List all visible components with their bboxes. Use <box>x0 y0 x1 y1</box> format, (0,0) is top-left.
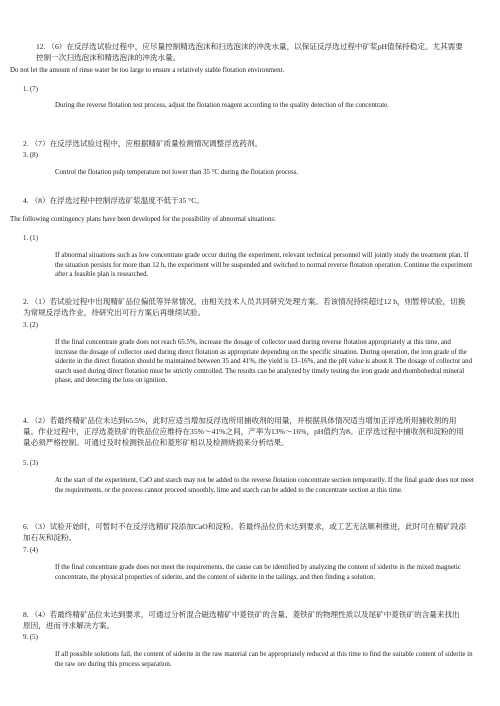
paragraph-reduce-siderite: If all possible solutions fail, the content of siderite in the raw material can be appropriately reduced at this time to find the suitable content of siderite in the raw ore during this process separation. <box>55 651 473 668</box>
contingency-intro: The following contingency plans have been developed for the possibility of abnormal situations: <box>10 216 276 223</box>
list-marker-3-2: 3. (2) <box>23 322 38 329</box>
item-4-8-chinese: 4. （8）在浮选过程中控制浮选矿浆温度不低于35 °C。 <box>23 196 204 205</box>
list-marker-9-5: 9. (5) <box>23 634 38 641</box>
rinse-water-note: Do not let the amount of rinse water be too large to ensure a relatively stable flotation environment. <box>10 67 285 74</box>
paragraph-collector-dosage: If the final concentrate grade does not reach 65.5%, increase the dosage of collector used during reverse flotation appropriately at this time, and increase the dosage of collector used during direct flotation as appropriate depending on the specific situation. During operation, the iron grade of the siderite in the direct flotation should be maintained between 35 and 41%, the yield is 13–16%, and the pH value is about 8. The dosage of collector and starch used during direct flotation must be strictly controlled. The results can be analyzed by timely testing the iron grade and rhombohedral mineral phase, and detecting the loss on ignition. <box>55 339 473 385</box>
paragraph-low-grade-plan: If abnormal situations such as low concentrate grade occur during the experiment, relevant technical personnel will jointly study the treatment plan. If the situation persists for more than 12 h, the experiment will be suspended and switched to normal reverse flotation operation. Continue the experiment after a feasible plan is researched. <box>55 252 473 279</box>
list-marker-1-1: 1. (1) <box>23 235 38 242</box>
paragraph-siderite-analysis: If the final concentrate grade does not meet the requirements, the cause can be identified by analyzing the content of siderite in the mixed magnetic concentrate, the physical properties of siderite, and the content of siderite in the tailings, and then finding a solution. <box>55 564 461 581</box>
list-marker-3-8: 3. (8) <box>23 152 38 159</box>
item-2-1-chinese: 2. （1）若试验过程中出现精矿品位偏低等异常情况，由相关技术人员共同研究处理方案。若该情况持续超过12 h，则暂停试验，切换为常规反浮选作业，待研究出可行方案后再继续试验。 <box>23 297 466 317</box>
list-marker-1-7: 1. (7) <box>23 86 38 93</box>
item-8-4-chinese: 8. （4）若最终精矿品位未达到要求，可通过分析混合磁选精矿中菱铁矿的含量、菱铁矿的物理性质以及尾矿中菱铁矿的含量来找出原因，进而寻求解决方案。 <box>23 610 460 630</box>
list-marker-7-4: 7. (4) <box>23 547 38 554</box>
item-6-3-chinese: 6. （3）试验开始时，可暂时不在反浮选精矿段添加CaO和淀粉。若最终品位仍未达到要求，或工艺无法顺利推进，此时可在精矿段添加石灰和淀粉。 <box>23 522 466 542</box>
item-2-7-chinese: 2. （7）在反浮选试验过程中，应根据精矿质量检测情况调整浮选药剂。 <box>23 139 263 148</box>
paragraph-pulp-temperature: Control the flotation pulp temperature not lower than 35 °C during the flotation process. <box>55 169 299 176</box>
item-12-chinese: 12. （6）在反浮选试验过程中，应尽量控制精选泡沫和扫选泡沫的冲洗水量，以保证反浮选过程中矿浆pH值保持稳定。尤其需要控制一次扫选泡沫和精选泡沫的冲洗水量。 <box>36 42 463 62</box>
item-4-2-chinese: 4. （2）若最终精矿品位未达到65.5%，此时应适当增加反浮选所用捕收剂的用量，并根据具体情况适当增加正浮选所用捕收剂的用量。作业过程中，正浮选菱铁矿的铁品位应维持在35%～41%之间，产率为13%～16%，pH值约为8。正浮选过程中捕收剂和淀粉的用量必须严格控制。可通过及时检测铁品位和菱形矿相以及检测烧损来分析结果。 <box>23 416 464 447</box>
list-marker-5-3: 5. (3) <box>23 460 38 467</box>
paragraph-adjust-reagent: During the reverse flotation test process, adjust the flotation reagent according to the quality detection of the concentrate. <box>55 102 389 109</box>
paragraph-cao-starch: At the start of the experiment, CaO and starch may not be added to the reverse flotation concentrate section temporarily. If the final grade does not meet the requirements, or the process cannot proceed smoothly, lime and starch can be added to the concentrate section at this time. <box>55 477 474 494</box>
